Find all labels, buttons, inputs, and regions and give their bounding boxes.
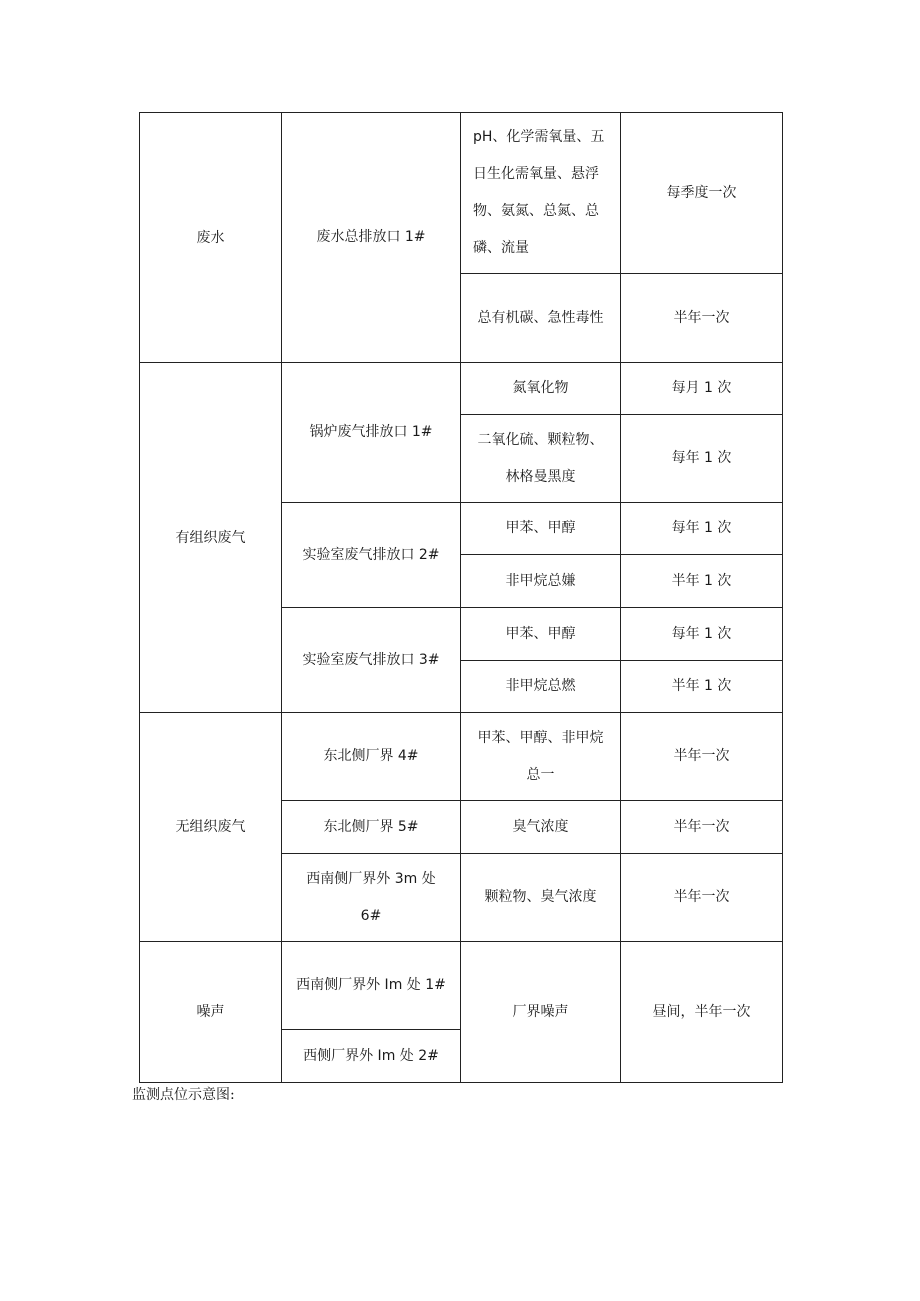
frequency-cell: 每年 1 次: [621, 415, 783, 503]
items-cell: 颗粒物、臭气浓度: [461, 854, 621, 942]
items-cell: 二氧化硫、颗粒物、林格曼黑度: [461, 415, 621, 503]
category-cell: 噪声: [140, 942, 282, 1083]
items-cell: 臭气浓度: [461, 801, 621, 854]
table-row: [140, 113, 783, 274]
category-cell: 有组织废气: [140, 363, 282, 713]
frequency-cell: 半年一次: [621, 801, 783, 854]
frequency-cell: 每月 1 次: [621, 363, 783, 415]
table-row: [140, 942, 783, 1030]
frequency-cell: 每年 1 次: [621, 503, 783, 555]
point-cell: 西南侧厂界外 Im 处 1#: [282, 942, 461, 1030]
items-cell: 甲苯、甲醇: [461, 608, 621, 661]
items-cell: 非甲烷总燃: [461, 661, 621, 713]
items-cell: 厂界噪声: [461, 942, 621, 1083]
items-cell: [461, 113, 621, 274]
frequency-cell: 半年 1 次: [621, 555, 783, 608]
point-cell: 东北侧厂界 4#: [282, 713, 461, 801]
frequency-cell: 每年 1 次: [621, 608, 783, 661]
frequency-cell: 每季度一次: [621, 113, 783, 274]
monitoring-table: [139, 112, 783, 1083]
items-cell: 甲苯、甲醇、非甲烷总一: [461, 713, 621, 801]
point-cell: 实验室废气排放口 3#: [282, 608, 461, 713]
items-cell: 甲苯、甲醇: [461, 503, 621, 555]
category-cell: 无组织废气: [140, 713, 282, 942]
items-cell: 非甲烷总嫌: [461, 555, 621, 608]
point-cell: 锅炉废气排放口 1#: [282, 363, 461, 503]
table-row: [140, 713, 783, 801]
point-cell: 废水总排放口 1#: [282, 113, 461, 363]
frequency-cell: 半年一次: [621, 854, 783, 942]
table-row: [140, 363, 783, 415]
point-cell: 西侧厂界外 Im 处 2#: [282, 1030, 461, 1083]
items-cell: 总有机碳、急性毒性: [461, 274, 621, 363]
point-cell: 西南侧厂界外 3m 处 6#: [282, 854, 461, 942]
frequency-cell: 昼间，半年一次: [621, 942, 783, 1083]
point-cell: 东北侧厂界 5#: [282, 801, 461, 854]
category-cell: 废水: [140, 113, 282, 363]
figure-caption: 监测点位示意图:: [132, 1087, 235, 1103]
frequency-cell: 半年 1 次: [621, 661, 783, 713]
items-text: pH、化学需氧量、五日生化需氧量、悬浮物、氨氮、总氮、总磷、流量: [473, 129, 605, 256]
items-cell: 氮氧化物: [461, 363, 621, 415]
frequency-cell: 半年一次: [621, 274, 783, 363]
point-cell: 实验室废气排放口 2#: [282, 503, 461, 608]
frequency-cell: 半年一次: [621, 713, 783, 801]
